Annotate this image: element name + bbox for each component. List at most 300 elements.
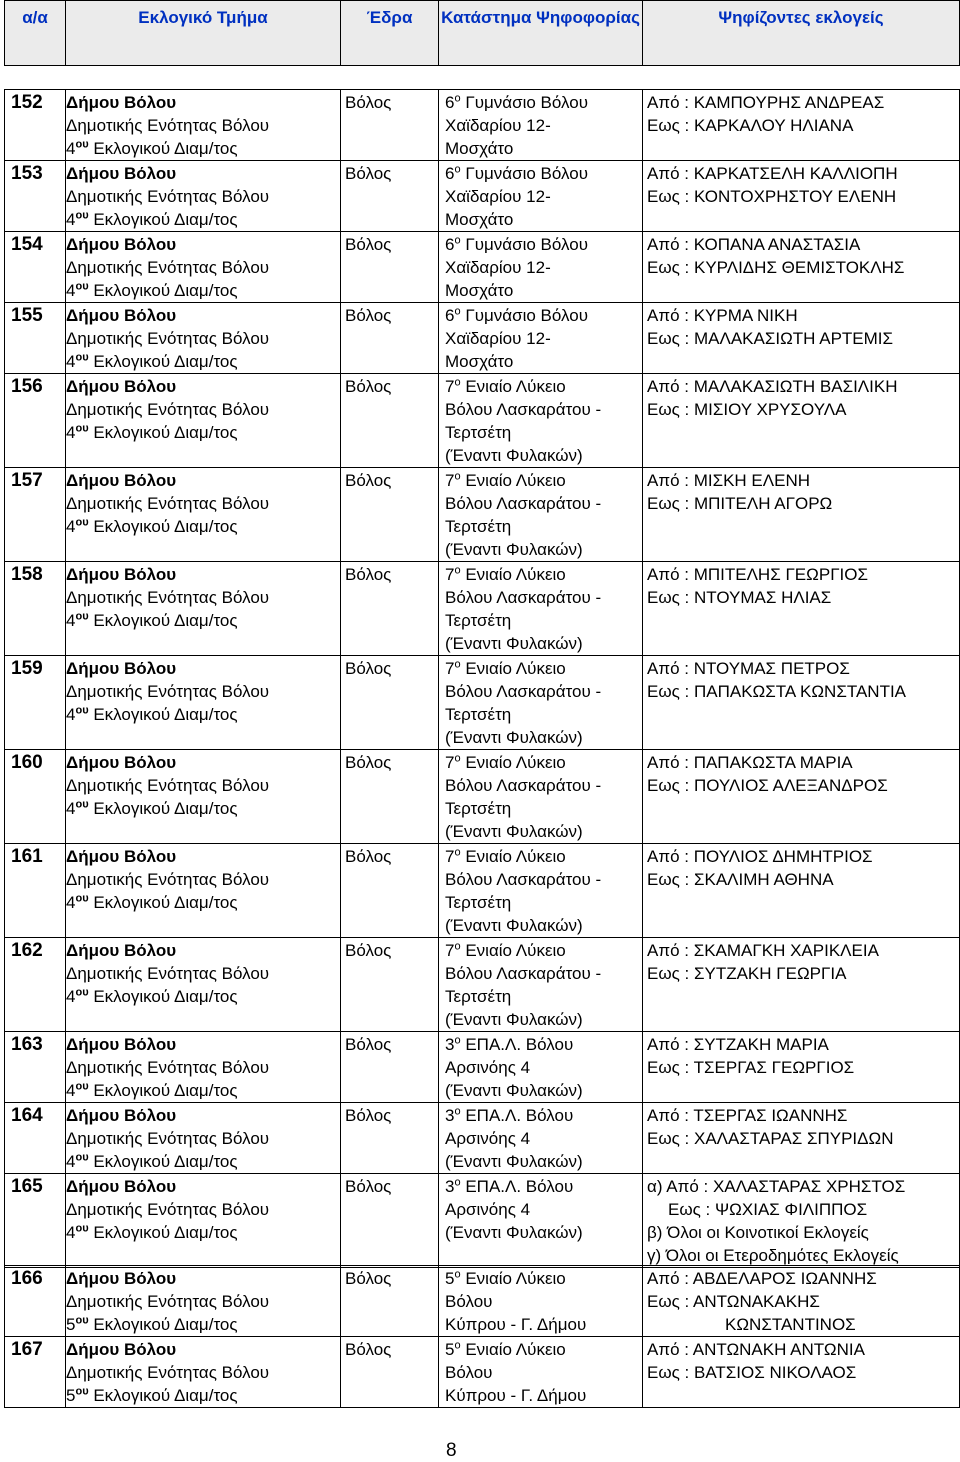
- voters-line: Εως : ΝΤΟΥΜΑΣ ΗΛΙΑΣ: [647, 588, 832, 607]
- school-ordinal: ο: [454, 564, 461, 577]
- polling-station-line: [445, 1150, 642, 1173]
- voters-line: Από : ΚΑΜΠΟΥΡΗΣ ΑΝΔΡΕΑΣ: [647, 93, 885, 112]
- voters-line: Από : ΤΣΕΡΓΑΣ ΙΩΑΝΝΗΣ: [647, 1106, 848, 1125]
- unit-label: Δημοτικής Ενότητας Βόλου: [66, 1058, 270, 1077]
- polling-station: [439, 750, 643, 844]
- polling-station-line: [445, 891, 642, 914]
- polling-station-line: [445, 797, 642, 820]
- polling-station-line: [445, 114, 642, 137]
- district-ordinal: ου: [75, 610, 89, 623]
- district-text: Εκλογικού Διαμ/τος: [93, 987, 238, 1006]
- polling-station-line: [445, 421, 642, 444]
- address-text: Τερτσέτη: [445, 611, 512, 630]
- polling-station: [439, 656, 643, 750]
- polling-station-line: [445, 1313, 642, 1336]
- polling-station-line: [445, 185, 642, 208]
- school-name: Ενιαίο Λύκειο: [465, 1269, 566, 1288]
- address-text: Μοσχάτο: [445, 281, 514, 300]
- unit-label: Δημοτικής Ενότητας Βόλου: [66, 187, 270, 206]
- polling-station-line: [445, 256, 642, 279]
- district-text: Εκλογικού Διαμ/τος: [93, 893, 238, 912]
- unit-label: Δημοτικής Ενότητας Βόλου: [66, 776, 270, 795]
- school-name: Ενιαίο Λύκειο: [465, 1340, 566, 1359]
- municipality-label: Δήμου Βόλου: [66, 471, 177, 490]
- department-number: 157: [5, 468, 66, 562]
- voters-line: β) Όλοι οι Κοινοτικοί Εκλογείς: [647, 1223, 869, 1242]
- school-name: Ενιαίο Λύκειο: [465, 377, 566, 396]
- table-row: [5, 1103, 960, 1174]
- unit-label: Δημοτικής Ενότητας Βόλου: [66, 870, 270, 889]
- district-text: Εκλογικού Διαμ/τος: [93, 1081, 238, 1100]
- district-ordinal: ου: [75, 280, 89, 293]
- department-cell: [66, 468, 341, 562]
- address-text: Τερτσέτη: [445, 517, 512, 536]
- district-number: 5: [66, 1386, 76, 1405]
- district-label: [66, 1079, 340, 1102]
- school-ordinal: ο: [454, 658, 461, 671]
- school-name: Γυμνάσιο Βόλου: [465, 93, 589, 112]
- district-label: [66, 891, 340, 914]
- voters-range: [643, 303, 960, 374]
- voters-range: [643, 468, 960, 562]
- polling-station-line: [445, 845, 642, 868]
- polling-station-line: [445, 91, 642, 114]
- voters-range: [643, 1032, 960, 1103]
- address-text: Τερτσέτη: [445, 705, 512, 724]
- department-number: 164: [5, 1103, 66, 1174]
- voters-range: [643, 90, 960, 161]
- voters-range: [643, 656, 960, 750]
- polling-station-line: [445, 304, 642, 327]
- address-text: Βόλου: [445, 1292, 493, 1311]
- voters-line: Εως : ΨΩΧΙΑΣ ΦΙΛΙΠΠΟΣ: [668, 1200, 868, 1219]
- address-text: Βόλου Λασκαράτου -: [445, 870, 602, 889]
- district-label: [66, 279, 340, 302]
- polling-station: [439, 90, 643, 161]
- polling-station: [439, 938, 643, 1032]
- table-row: [5, 562, 960, 656]
- district-number: 4: [66, 139, 76, 158]
- address-text: Αρσινόης 4: [445, 1129, 531, 1148]
- voters-line: Από : ΠΑΠΑΚΩΣΤΑ ΜΑΡΙΑ: [647, 753, 853, 772]
- school-name: ΕΠΑ.Λ. Βόλου: [465, 1106, 574, 1125]
- school-name: Ενιαίο Λύκειο: [465, 753, 566, 772]
- seat-city: Βόλος: [341, 374, 439, 468]
- district-ordinal: ου: [75, 1222, 89, 1235]
- district-number: 5: [66, 1315, 76, 1334]
- polling-station-line: [445, 820, 642, 843]
- voters-line: Εως : ΜΠΙΤΕΛΗ ΑΓΟΡΩ: [647, 494, 833, 513]
- voters-line: Εως : ΠΟΥΛΙΟΣ ΑΛΕΞΑΝΔΡΟΣ: [647, 776, 888, 795]
- polling-station-line: [445, 1079, 642, 1102]
- voters-line: Εως : ΣΚΑΛΙΜΗ ΑΘΗΝΑ: [647, 870, 834, 889]
- polling-station-line: [445, 868, 642, 891]
- municipality-label: Δήμου Βόλου: [66, 1177, 177, 1196]
- school-number: 7: [445, 565, 455, 584]
- unit-label: Δημοτικής Ενότητας Βόλου: [66, 116, 270, 135]
- voters-range: [643, 374, 960, 468]
- address-text: Κύπρου - Γ. Δήμου: [445, 1386, 587, 1405]
- polling-station-line: [445, 1384, 642, 1407]
- department-number: 152: [5, 90, 66, 161]
- school-name: ΕΠΑ.Λ. Βόλου: [465, 1177, 574, 1196]
- address-text: Μοσχάτο: [445, 210, 514, 229]
- table-row: [5, 1266, 960, 1337]
- polling-station: [439, 844, 643, 938]
- polling-station-line: [445, 1221, 642, 1244]
- voters-range: [643, 750, 960, 844]
- district-number: 4: [66, 1081, 76, 1100]
- address-text: (Έναντι Φυλακών): [445, 1223, 583, 1242]
- address-text: (Έναντι Φυλακών): [445, 1081, 583, 1100]
- unit-label: Δημοτικής Ενότητας Βόλου: [66, 964, 270, 983]
- district-number: 4: [66, 517, 76, 536]
- address-text: (Έναντι Φυλακών): [445, 916, 583, 935]
- department-number: 153: [5, 161, 66, 232]
- district-label: [66, 985, 340, 1008]
- district-ordinal: ου: [75, 209, 89, 222]
- district-number: 4: [66, 1223, 76, 1242]
- school-number: 3: [445, 1177, 455, 1196]
- district-label: [66, 1313, 340, 1336]
- department-number: 160: [5, 750, 66, 844]
- seat-city: Βόλος: [341, 1174, 439, 1268]
- district-label: [66, 1150, 340, 1173]
- district-ordinal: ου: [75, 1151, 89, 1164]
- voters-line: Εως : ΒΑΤΣΙΟΣ ΝΙΚΟΛΑΟΣ: [647, 1363, 857, 1382]
- district-label: [66, 1384, 340, 1407]
- polling-station-line: [445, 563, 642, 586]
- department-cell: [66, 1103, 341, 1174]
- unit-label: Δημοτικής Ενότητας Βόλου: [66, 1200, 270, 1219]
- department-number: 159: [5, 656, 66, 750]
- school-name: Ενιαίο Λύκειο: [465, 847, 566, 866]
- district-label: [66, 797, 340, 820]
- address-text: (Έναντι Φυλακών): [445, 446, 583, 465]
- polling-station-line: [445, 586, 642, 609]
- school-ordinal: ο: [454, 305, 461, 318]
- municipality-label: Δήμου Βόλου: [66, 377, 177, 396]
- page-number: 8: [446, 1440, 457, 1461]
- district-number: 4: [66, 987, 76, 1006]
- table-row: [5, 656, 960, 750]
- municipality-label: Δήμου Βόλου: [66, 847, 177, 866]
- polling-station-line: [445, 1033, 642, 1056]
- table-row: [5, 750, 960, 844]
- municipality-label: Δήμου Βόλου: [66, 565, 177, 584]
- address-text: Χαϊδαρίου 12-: [445, 258, 551, 277]
- polling-station-line: [445, 1056, 642, 1079]
- polling-station-line: [445, 327, 642, 350]
- school-name: Ενιαίο Λύκειο: [465, 659, 566, 678]
- school-number: 3: [445, 1035, 455, 1054]
- voters-line: Από : ΚΟΠΑΝΑ ΑΝΑΣΤΑΣΙΑ: [647, 235, 861, 254]
- polling-station: [439, 374, 643, 468]
- table-row: [5, 90, 960, 161]
- voters-line: Από : ΑΝΤΩΝΑΚΗ ΑΝΤΩΝΙΑ: [647, 1340, 865, 1359]
- department-cell: [66, 90, 341, 161]
- district-text: Εκλογικού Διαμ/τος: [93, 1386, 238, 1405]
- secondary-table: [4, 1265, 960, 1408]
- voters-line: Εως : ΑΝΤΩΝΑΚΑΚΗΣ: [647, 1292, 820, 1311]
- polling-station-line: [445, 939, 642, 962]
- polling-station-line: [445, 137, 642, 160]
- polling-station: [439, 303, 643, 374]
- seat-city: Βόλος: [341, 1337, 439, 1408]
- address-text: Βόλου Λασκαράτου -: [445, 588, 602, 607]
- address-text: Τερτσέτη: [445, 799, 512, 818]
- school-ordinal: ο: [454, 752, 461, 765]
- header-department: Εκλογικό Τμήμα: [66, 1, 341, 66]
- voters-line: Εως : ΣΥΤΖΑΚΗ ΓΕΩΡΓΙΑ: [647, 964, 847, 983]
- school-name: ΕΠΑ.Λ. Βόλου: [465, 1035, 574, 1054]
- voters-range: [643, 232, 960, 303]
- seat-city: Βόλος: [341, 656, 439, 750]
- polling-station: [439, 1174, 643, 1268]
- district-label: [66, 137, 340, 160]
- municipality-label: Δήμου Βόλου: [66, 235, 177, 254]
- polling-station-line: [445, 515, 642, 538]
- school-name: Γυμνάσιο Βόλου: [465, 164, 589, 183]
- address-text: Κύπρου - Γ. Δήμου: [445, 1315, 587, 1334]
- polling-station-line: [445, 751, 642, 774]
- district-ordinal: ου: [75, 351, 89, 364]
- seat-city: Βόλος: [341, 562, 439, 656]
- school-number: 3: [445, 1106, 455, 1125]
- school-ordinal: ο: [454, 846, 461, 859]
- voters-range: [643, 1174, 960, 1268]
- seat-city: Βόλος: [341, 1103, 439, 1174]
- polling-station-line: [445, 985, 642, 1008]
- school-number: 7: [445, 471, 455, 490]
- school-ordinal: ο: [454, 940, 461, 953]
- unit-label: Δημοτικής Ενότητας Βόλου: [66, 258, 270, 277]
- polling-station-line: [445, 350, 642, 373]
- district-text: Εκλογικού Διαμ/τος: [93, 139, 238, 158]
- department-cell: [66, 844, 341, 938]
- polling-station-line: [445, 914, 642, 937]
- municipality-label: Δήμου Βόλου: [66, 659, 177, 678]
- header-table: [4, 0, 960, 66]
- table-row: [5, 303, 960, 374]
- polling-station-line: [445, 609, 642, 632]
- district-ordinal: ου: [75, 1080, 89, 1093]
- school-ordinal: ο: [454, 470, 461, 483]
- school-number: 6: [445, 93, 455, 112]
- district-text: Εκλογικού Διαμ/τος: [93, 799, 238, 818]
- school-number: 7: [445, 847, 455, 866]
- polling-station-line: [445, 1008, 642, 1031]
- polling-station-line: [445, 162, 642, 185]
- voters-line: ΚΩΝΣΤΑΝΤΙΝΟΣ: [725, 1315, 856, 1334]
- polling-station-line: [445, 233, 642, 256]
- seat-city: Βόλος: [341, 161, 439, 232]
- header-polling-station: Κατάστημα Ψηφοφορίας: [439, 1, 643, 66]
- table-row: [5, 1174, 960, 1268]
- seat-city: Βόλος: [341, 90, 439, 161]
- voters-line: Από : ΜΑΛΑΚΑΣΙΩΤΗ ΒΑΣΙΛΙΚΗ: [647, 377, 898, 396]
- address-text: Βόλου Λασκαράτου -: [445, 776, 602, 795]
- district-text: Εκλογικού Διαμ/τος: [93, 1152, 238, 1171]
- polling-station-line: [445, 279, 642, 302]
- school-name: Ενιαίο Λύκειο: [465, 941, 566, 960]
- school-ordinal: ο: [454, 1034, 461, 1047]
- department-cell: [66, 938, 341, 1032]
- school-name: Ενιαίο Λύκειο: [465, 565, 566, 584]
- district-text: Εκλογικού Διαμ/τος: [93, 210, 238, 229]
- school-ordinal: ο: [454, 376, 461, 389]
- district-number: 4: [66, 705, 76, 724]
- polling-station: [439, 1337, 643, 1408]
- seat-city: Βόλος: [341, 232, 439, 303]
- unit-label: Δημοτικής Ενότητας Βόλου: [66, 494, 270, 513]
- school-ordinal: ο: [454, 1176, 461, 1189]
- unit-label: Δημοτικής Ενότητας Βόλου: [66, 400, 270, 419]
- school-number: 6: [445, 235, 455, 254]
- polling-station-line: [445, 1361, 642, 1384]
- address-text: Αρσινόης 4: [445, 1200, 531, 1219]
- district-ordinal: ου: [75, 516, 89, 529]
- department-cell: [66, 232, 341, 303]
- department-number: 158: [5, 562, 66, 656]
- seat-city: Βόλος: [341, 844, 439, 938]
- school-number: 6: [445, 306, 455, 325]
- unit-label: Δημοτικής Ενότητας Βόλου: [66, 1129, 270, 1148]
- seat-city: Βόλος: [341, 303, 439, 374]
- department-number: 167: [5, 1337, 66, 1408]
- municipality-label: Δήμου Βόλου: [66, 753, 177, 772]
- polling-station: [439, 1103, 643, 1174]
- department-number: 162: [5, 938, 66, 1032]
- voters-range: [643, 1266, 960, 1337]
- voters-line: Από : ΑΒΔΕΛΑΡΟΣ ΙΩΑΝΝΗΣ: [647, 1269, 877, 1288]
- polling-station: [439, 1266, 643, 1337]
- polling-station-line: [445, 375, 642, 398]
- unit-label: Δημοτικής Ενότητας Βόλου: [66, 1292, 270, 1311]
- polling-station-line: [445, 1267, 642, 1290]
- voters-line: Από : ΝΤΟΥΜΑΣ ΠΕΤΡΟΣ: [647, 659, 850, 678]
- address-text: Χαϊδαρίου 12-: [445, 116, 551, 135]
- school-ordinal: ο: [454, 234, 461, 247]
- district-label: [66, 1221, 340, 1244]
- district-ordinal: ου: [75, 892, 89, 905]
- address-text: Βόλου: [445, 1363, 493, 1382]
- municipality-label: Δήμου Βόλου: [66, 1269, 177, 1288]
- department-cell: [66, 1032, 341, 1103]
- district-number: 4: [66, 352, 76, 371]
- polling-station-line: [445, 726, 642, 749]
- polling-station-line: [445, 774, 642, 797]
- district-text: Εκλογικού Διαμ/τος: [93, 1223, 238, 1242]
- seat-city: Βόλος: [341, 750, 439, 844]
- district-number: 4: [66, 210, 76, 229]
- voters-line: Από : ΜΠΙΤΕΛΗΣ ΓΕΩΡΓΙΟΣ: [647, 565, 869, 584]
- school-number: 6: [445, 164, 455, 183]
- school-number: 5: [445, 1340, 455, 1359]
- department-cell: [66, 1266, 341, 1337]
- polling-station-line: [445, 962, 642, 985]
- department-cell: [66, 161, 341, 232]
- polling-station-line: [445, 1290, 642, 1313]
- school-number: 7: [445, 377, 455, 396]
- voters-line: Από : ΠΟΥΛΙΟΣ ΔΗΜΗΤΡΙΟΣ: [647, 847, 873, 866]
- voters-range: [643, 938, 960, 1032]
- table-row: [5, 1337, 960, 1408]
- department-cell: [66, 750, 341, 844]
- voters-line: Εως : ΧΑΛΑΣΤΑΡΑΣ ΣΠΥΡΙΔΩΝ: [647, 1129, 894, 1148]
- department-cell: [66, 303, 341, 374]
- polling-station-line: [445, 1104, 642, 1127]
- table-row: [5, 468, 960, 562]
- voters-line: Εως : ΚΟΝΤΟΧΡΗΣΤΟΥ ΕΛΕΝΗ: [647, 187, 897, 206]
- address-text: Τερτσέτη: [445, 423, 512, 442]
- address-text: Βόλου Λασκαράτου -: [445, 494, 602, 513]
- address-text: Τερτσέτη: [445, 893, 512, 912]
- address-text: (Έναντι Φυλακών): [445, 634, 583, 653]
- voters-range: [643, 1103, 960, 1174]
- department-number: 166: [5, 1266, 66, 1337]
- unit-label: Δημοτικής Ενότητας Βόλου: [66, 329, 270, 348]
- voters-line: Εως : ΚΥΡΛΙΔΗΣ ΘΕΜΙΣΤΟΚΛΗΣ: [647, 258, 905, 277]
- polling-station-line: [445, 1175, 642, 1198]
- address-text: Βόλου Λασκαράτου -: [445, 682, 602, 701]
- district-ordinal: ου: [75, 1314, 89, 1327]
- seat-city: Βόλος: [341, 938, 439, 1032]
- district-label: [66, 703, 340, 726]
- seat-city: Βόλος: [341, 1032, 439, 1103]
- department-number: 163: [5, 1032, 66, 1103]
- voters-line: Από : ΣΥΤΖΑΚΗ ΜΑΡΙΑ: [647, 1035, 829, 1054]
- voters-range: [643, 161, 960, 232]
- address-text: (Έναντι Φυλακών): [445, 822, 583, 841]
- school-ordinal: ο: [454, 163, 461, 176]
- main-table: [4, 89, 960, 1268]
- district-label: [66, 515, 340, 538]
- address-text: Μοσχάτο: [445, 352, 514, 371]
- voters-line: Από : ΜΙΣΚΗ ΕΛΕΝΗ: [647, 471, 811, 490]
- voters-line: Από : ΚΑΡΚΑΤΣΕΛΗ ΚΑΛΛΙΟΠΗ: [647, 164, 898, 183]
- seat-city: Βόλος: [341, 468, 439, 562]
- municipality-label: Δήμου Βόλου: [66, 941, 177, 960]
- school-number: 7: [445, 941, 455, 960]
- department-number: 156: [5, 374, 66, 468]
- address-text: Αρσινόης 4: [445, 1058, 531, 1077]
- district-text: Εκλογικού Διαμ/τος: [93, 705, 238, 724]
- voters-range: [643, 562, 960, 656]
- voters-range: [643, 844, 960, 938]
- school-number: 7: [445, 753, 455, 772]
- department-number: 161: [5, 844, 66, 938]
- voters-line: α) Από : ΧΑΛΑΣΤΑΡΑΣ ΧΡΗΣΤΟΣ: [647, 1177, 906, 1196]
- polling-station-line: [445, 632, 642, 655]
- school-ordinal: ο: [454, 1339, 461, 1352]
- district-label: [66, 609, 340, 632]
- header-seat: Έδρα: [341, 1, 439, 66]
- voters-range: [643, 1337, 960, 1408]
- district-text: Εκλογικού Διαμ/τος: [93, 611, 238, 630]
- polling-station-line: [445, 1198, 642, 1221]
- voters-line: Εως : ΠΑΠΑΚΩΣΤΑ ΚΩΝΣΤΑΝΤΙΑ: [647, 682, 907, 701]
- district-ordinal: ου: [75, 1385, 89, 1398]
- polling-station: [439, 1032, 643, 1103]
- district-ordinal: ου: [75, 986, 89, 999]
- polling-station-line: [445, 538, 642, 561]
- school-name: Ενιαίο Λύκειο: [465, 471, 566, 490]
- polling-station: [439, 232, 643, 303]
- district-number: 4: [66, 893, 76, 912]
- address-text: (Έναντι Φυλακών): [445, 1010, 583, 1029]
- municipality-label: Δήμου Βόλου: [66, 1340, 177, 1359]
